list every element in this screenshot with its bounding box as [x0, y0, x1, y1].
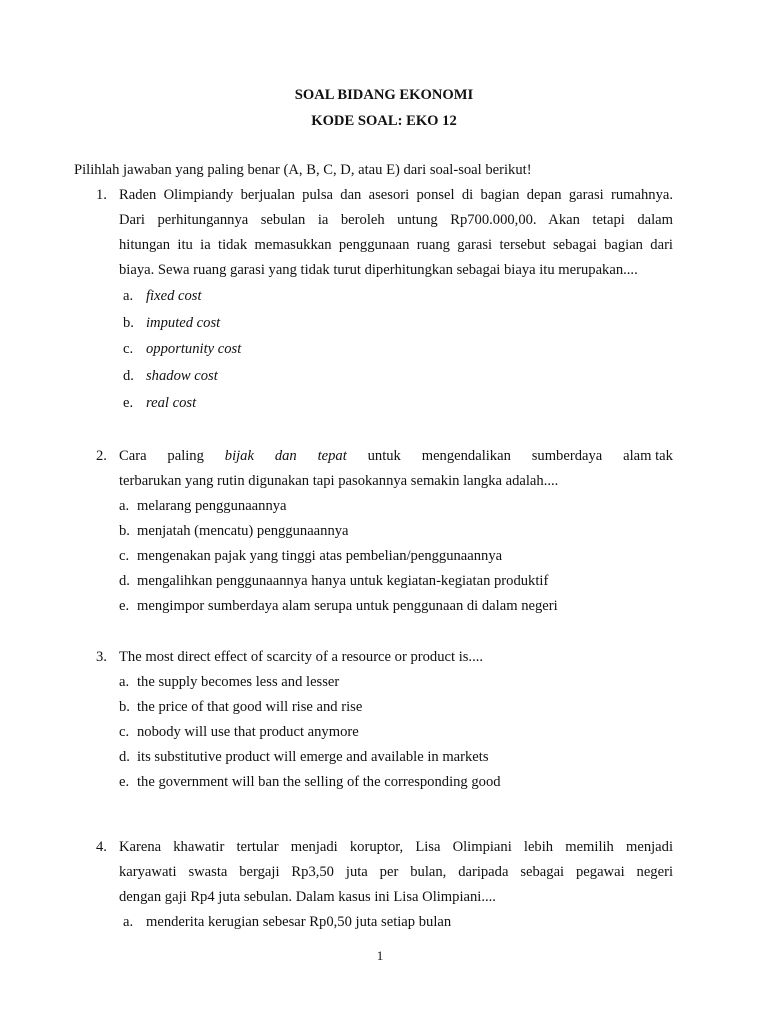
option-letter: e. — [123, 395, 134, 411]
option-letter: b. — [119, 523, 130, 539]
option-item — [123, 368, 218, 385]
option-item — [119, 699, 362, 716]
question-number: 2. — [96, 448, 107, 464]
option-text: the price of that good will rise and rise — [137, 699, 363, 715]
option-text: opportunity cost — [146, 341, 242, 357]
word: bijak — [224, 448, 254, 464]
word: Cara — [119, 448, 147, 464]
option-item — [123, 341, 241, 358]
document-title: SOAL BIDANG EKONOMI — [294, 87, 474, 103]
option-letter: e. — [119, 774, 130, 790]
option-item — [119, 498, 287, 515]
option-letter: a. — [123, 914, 134, 930]
option-text: the supply becomes less and lesser — [137, 674, 340, 690]
option-item — [123, 395, 196, 412]
word: tepat — [317, 448, 347, 464]
question-text-line: Raden Olimpiandy berjualan pulsa dan asesori ponsel di bagian depan garasi rumahnya. — [119, 187, 673, 203]
option-item — [119, 774, 501, 791]
option-letter: e. — [119, 598, 130, 614]
word: paling — [167, 448, 204, 464]
option-text: menjatah (mencatu) penggunaannya — [137, 523, 349, 539]
instruction-text: Pilihlah jawaban yang paling benar (A, B, C, D, atau E) dari soal-soal berikut! — [74, 162, 532, 178]
question-text-line: karyawati swasta bergaji Rp3,50 juta per bulan, daripada sebagai pegawai negeri — [119, 864, 673, 880]
page-number: 1 — [376, 948, 384, 963]
question-text-line: Karena khawatir tertular menjadi koruptor, Lisa Olimpiani lebih memilih menjadi — [119, 839, 673, 855]
question-text-line: biaya. Sewa ruang garasi yang tidak turut diperhitungkan sebagai biaya itu merupakan.... — [119, 262, 638, 278]
option-text: the government will ban the selling of the corresponding good — [137, 774, 501, 790]
question-text-line: hitungan itu ia tidak memasukkan penggunaan ruang garasi tersebut sebagai bagian dari — [119, 237, 673, 253]
option-item — [119, 523, 349, 540]
document-code: KODE SOAL: EKO 12 — [311, 113, 457, 129]
word: untuk — [367, 448, 401, 464]
option-letter: a. — [119, 674, 130, 690]
option-letter: b. — [123, 315, 134, 331]
option-letter: d. — [119, 573, 130, 589]
question-text-line: Dari perhitungannya sebulan ia beroleh untung Rp700.000,00. Akan tetapi dalam — [119, 212, 673, 228]
option-text: fixed cost — [146, 288, 202, 304]
question-number: 1. — [96, 187, 107, 203]
word: alam tak — [623, 448, 673, 464]
question-number: 4. — [96, 839, 107, 855]
option-text: its substitutive product will emerge and available in markets — [137, 749, 489, 765]
option-text: melarang penggunaannya — [137, 498, 287, 514]
option-letter: c. — [123, 341, 134, 357]
option-item — [119, 548, 502, 565]
word: mengendalikan — [421, 448, 511, 464]
option-letter: c. — [119, 548, 130, 564]
option-text: shadow cost — [146, 368, 218, 384]
word: dan — [274, 448, 297, 464]
option-text: real cost — [146, 395, 197, 411]
option-item — [119, 724, 359, 741]
option-text: imputed cost — [146, 315, 221, 331]
option-letter: d. — [123, 368, 134, 384]
question-text-line — [119, 448, 673, 465]
option-letter: c. — [119, 724, 130, 740]
option-text: mengimpor sumberdaya alam serupa untuk penggunaan di dalam negeri — [137, 598, 558, 614]
option-item — [119, 674, 339, 691]
option-item — [119, 573, 548, 590]
option-text: mengenakan pajak yang tinggi atas pembelian/penggunaannya — [137, 548, 503, 564]
option-text: nobody will use that product anymore — [137, 724, 359, 740]
option-letter: d. — [119, 749, 130, 765]
option-letter: a. — [123, 288, 134, 304]
question-text-line: dengan gaji Rp4 juta sebulan. Dalam kasus ini Lisa Olimpiani.... — [119, 889, 496, 905]
option-item — [123, 288, 202, 305]
option-text: mengalihkan penggunaannya hanya untuk kegiatan-kegiatan produktif — [137, 573, 549, 589]
word: sumberdaya — [531, 448, 603, 464]
option-letter: a. — [119, 498, 130, 514]
option-text: menderita kerugian sebesar Rp0,50 juta setiap bulan — [146, 914, 452, 930]
option-item — [123, 315, 220, 332]
option-item — [123, 914, 451, 931]
option-item — [119, 749, 489, 766]
question-number: 3. — [96, 649, 107, 665]
option-letter: b. — [119, 699, 130, 715]
question-text-line: terbarukan yang rutin digunakan tapi pasokannya semakin langka adalah.... — [119, 473, 559, 489]
option-item — [119, 598, 558, 615]
question-text-line: The most direct effect of scarcity of a resource or product is.... — [119, 649, 484, 665]
